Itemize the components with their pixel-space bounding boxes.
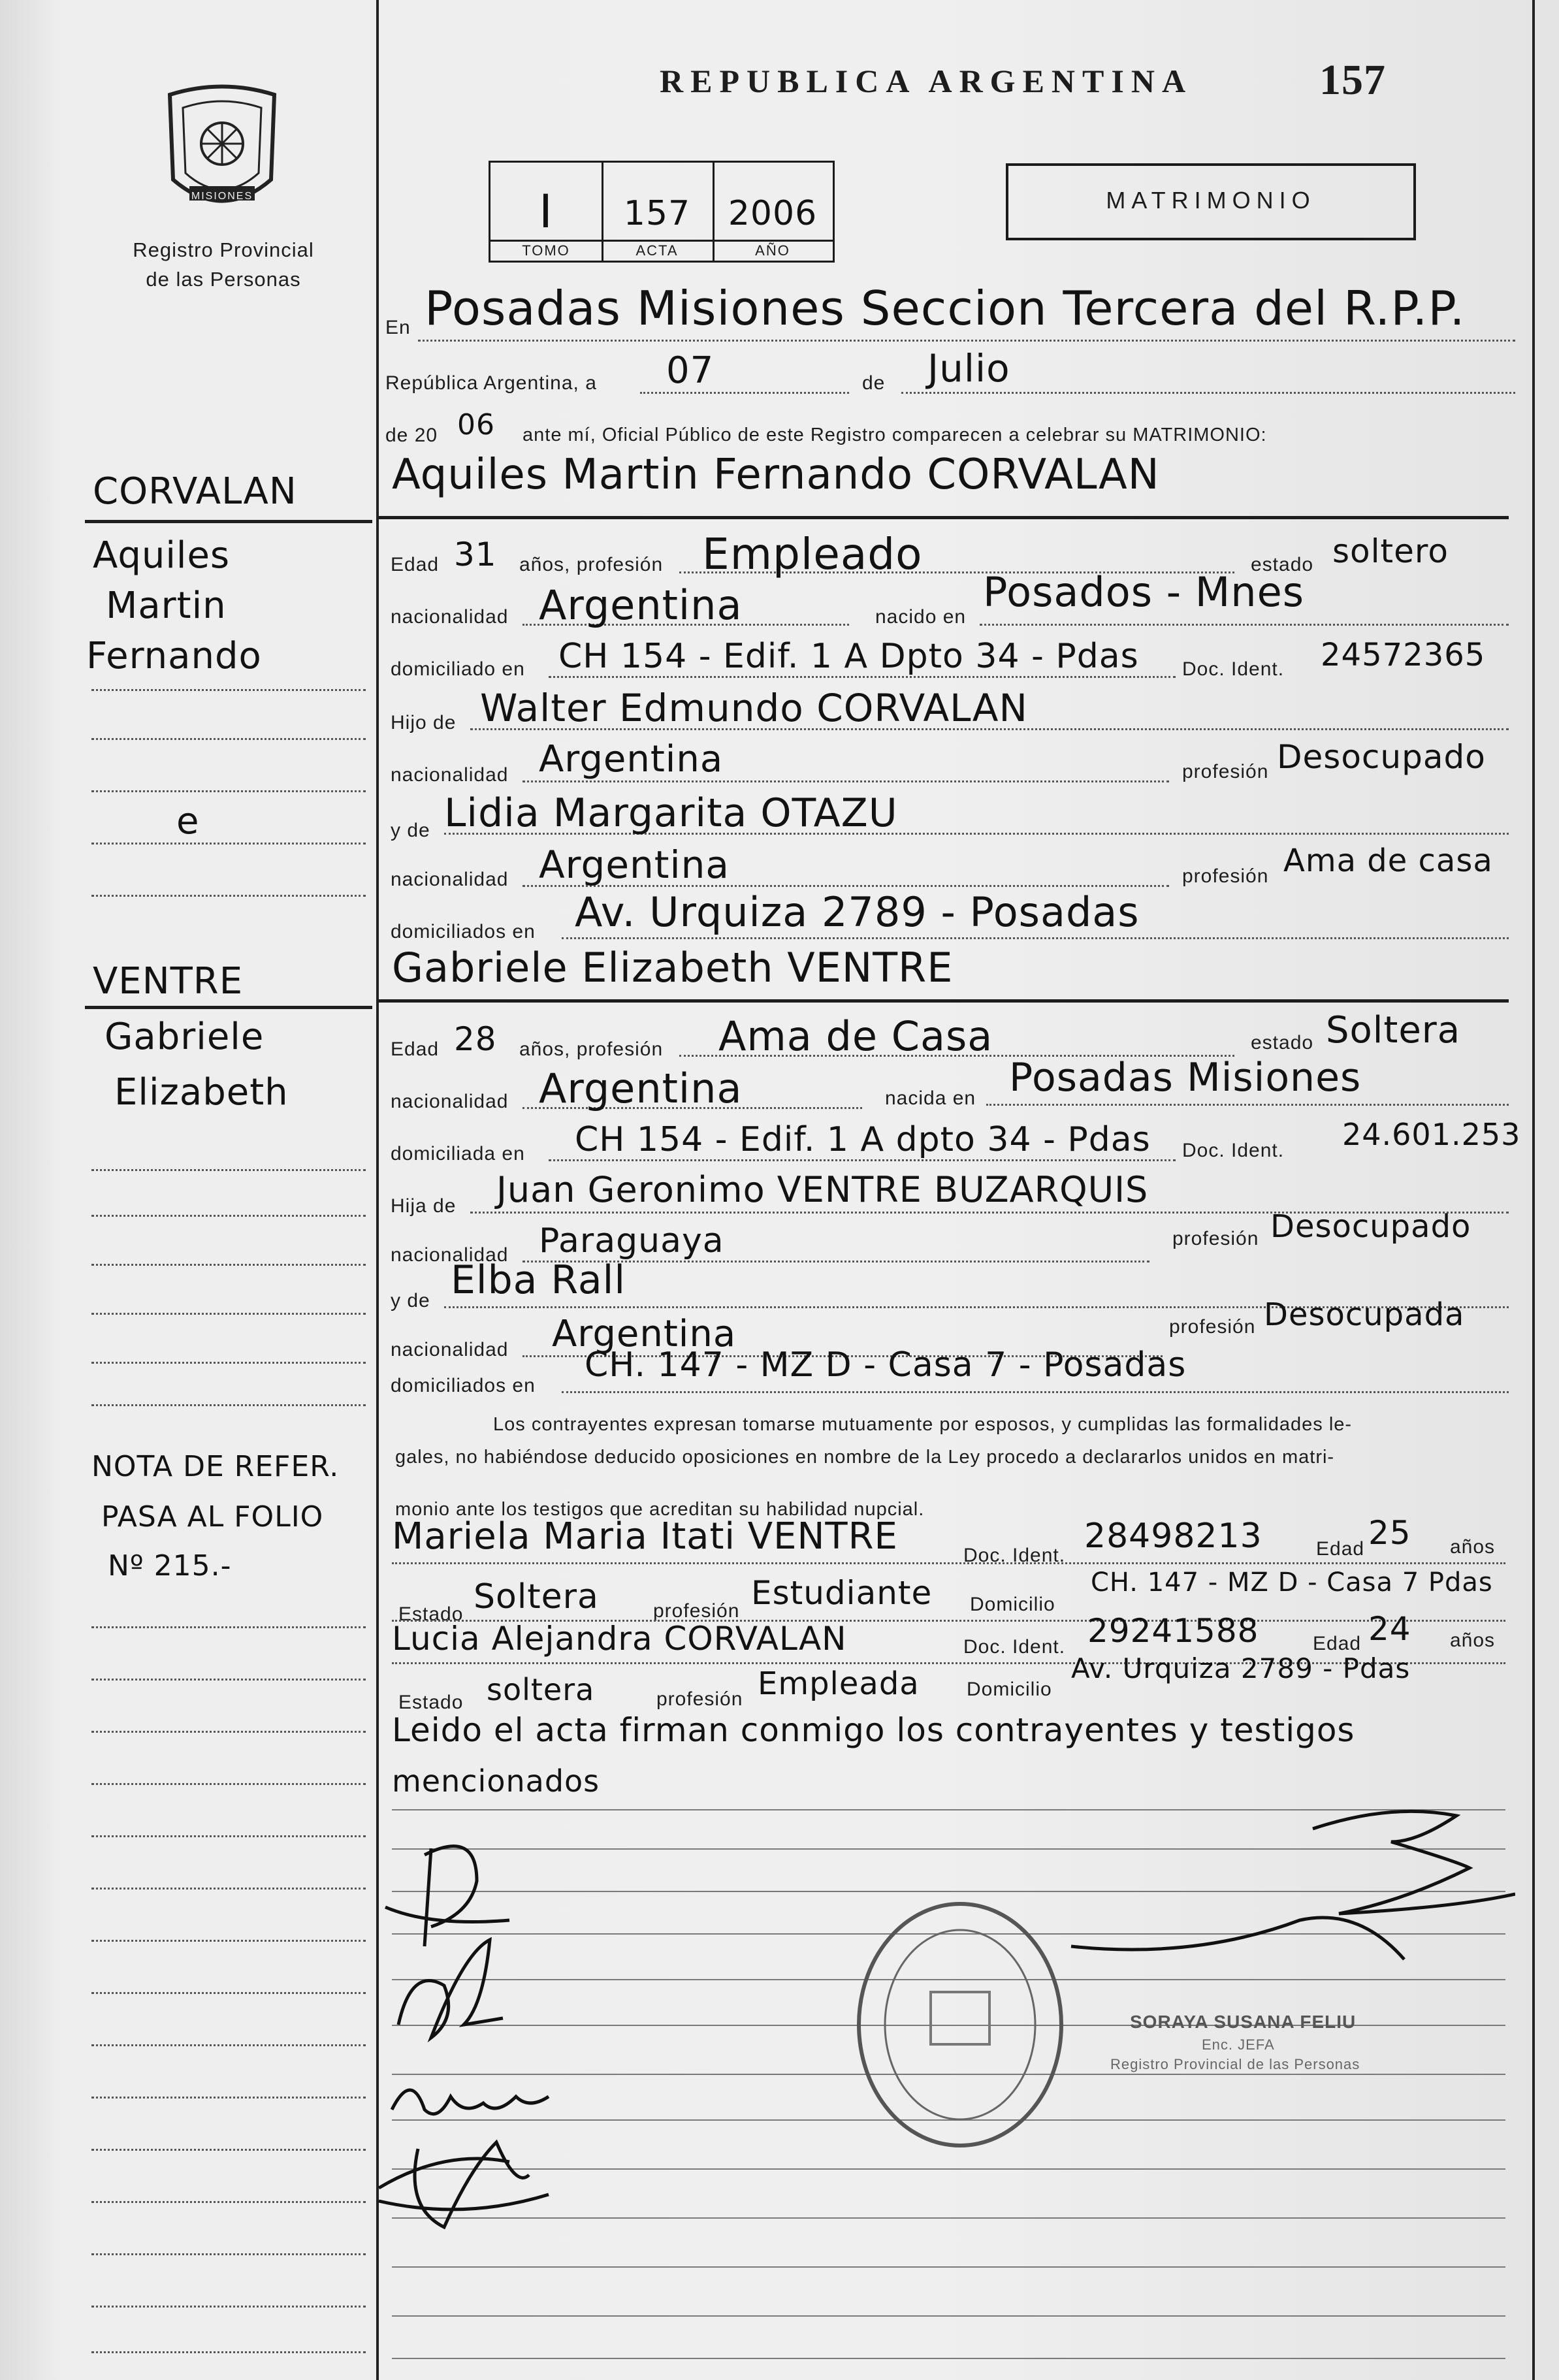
- bride-father-nac: Paraguaya: [539, 1221, 724, 1261]
- anio-label: AÑO: [755, 242, 790, 259]
- registry-name-line2: de las Personas: [146, 268, 301, 291]
- anio-value: 2006: [728, 194, 818, 233]
- official-org: Registro Provincial de las Personas: [1110, 2056, 1360, 2072]
- groom-mother-label: y de: [391, 820, 430, 841]
- groom-domicilio: CH 154 - Edif. 1 A Dpto 34 - Pdas: [558, 637, 1139, 676]
- right-border: [1532, 0, 1535, 2380]
- bride-edad-label: Edad: [391, 1038, 440, 1060]
- en-label: En: [385, 317, 411, 338]
- margin-groom-given-2: Martin: [106, 585, 227, 627]
- groom-father-prof-label: profesión: [1182, 761, 1269, 782]
- witness1-edad: 25: [1368, 1514, 1411, 1552]
- bride-domicilio: CH 154 - Edif. 1 A dpto 34 - Pdas: [575, 1120, 1151, 1159]
- witness2-anos-label: años: [1450, 1630, 1496, 1651]
- bride-father-prof: Desocupado: [1270, 1208, 1471, 1245]
- groom-parents-dom: Av. Urquiza 2789 - Posadas: [575, 888, 1140, 936]
- bride-father-prof-label: profesión: [1172, 1228, 1259, 1249]
- official-seal-icon: [849, 1894, 1071, 2155]
- groom-parents-dom-label: domiciliados en: [391, 921, 536, 942]
- signature-witness2-icon: [366, 2123, 562, 2240]
- groom-estado: soltero: [1332, 532, 1449, 570]
- margin-bride-given-1: Gabriele: [104, 1016, 265, 1058]
- witness1-edad-label: Edad: [1316, 1538, 1365, 1560]
- witness1-estado: Soltera: [474, 1577, 599, 1616]
- bride-father-nac-label: nacionalidad: [391, 1244, 509, 1266]
- groom-mother: Lidia Margarita OTAZU: [444, 790, 898, 836]
- bride-mother: Elba Rall: [451, 1257, 626, 1303]
- formal-line-2: gales, no habiéndose deducido oposiciones en nombre de la Ley procedo a declararlos unidos en matri-: [395, 1447, 1335, 1468]
- signature-bride-icon: [385, 1927, 536, 2057]
- signature-official-icon: [1065, 1790, 1515, 2005]
- bride-nacionalidad: Argentina: [539, 1065, 743, 1112]
- groom-domicilio-label: domiciliado en: [391, 658, 525, 680]
- bride-estado-label: estado: [1251, 1032, 1314, 1053]
- document-type-box: [1006, 163, 1416, 240]
- groom-father: Walter Edmundo CORVALAN: [480, 686, 1028, 730]
- witness1-name: Mariela Maria Itati VENTRE: [392, 1515, 898, 1558]
- witness1-profesion: Estudiante: [751, 1574, 933, 1612]
- groom-father-label: Hijo de: [391, 712, 457, 733]
- witness2-profesion: Empleada: [758, 1665, 920, 1702]
- margin-note-3: Nº 215.-: [108, 1549, 232, 1583]
- acta-label: ACTA: [635, 242, 679, 259]
- witness2-profesion-label: profesión: [656, 1688, 743, 1710]
- country-title: REPUBLICA ARGENTINA: [660, 63, 1193, 99]
- closing-line-1: Leido el acta firman conmigo los contrayentes y testigos: [392, 1711, 1355, 1749]
- margin-note-1: NOTA DE REFER.: [91, 1450, 340, 1483]
- acta-value: 157: [623, 194, 691, 233]
- official-title: Enc. JEFA: [1202, 2036, 1275, 2053]
- groom-mother-prof: Ama de casa: [1283, 843, 1493, 879]
- witness2-domicilio: Av. Urquiza 2789 - Pdas: [1071, 1652, 1411, 1684]
- groom-full-name: Aquiles Martin Fernando CORVALAN: [392, 451, 1160, 499]
- bride-nacida-label: nacida en: [885, 1087, 976, 1109]
- groom-anos-profesion-label: años, profesión: [519, 554, 664, 575]
- groom-father-prof: Desocupado: [1277, 738, 1486, 776]
- official-name: SORAYA SUSANA FELIU: [1130, 2012, 1357, 2032]
- groom-nacionalidad: Argentina: [539, 581, 743, 629]
- witness1-estado-label: Estado: [398, 1603, 464, 1625]
- bride-doc: 24.601.253: [1342, 1117, 1521, 1152]
- groom-profesion: Empleado: [702, 529, 923, 579]
- year-prefix: de 20: [385, 425, 438, 446]
- bride-mother-prof: Desocupada: [1264, 1296, 1465, 1333]
- groom-father-nac: Argentina: [539, 738, 724, 780]
- groom-mother-nac-label: nacionalidad: [391, 869, 509, 890]
- bride-father-label: Hija de: [391, 1195, 457, 1217]
- groom-father-nac-label: nacionalidad: [391, 764, 509, 786]
- de-label: de: [862, 372, 886, 394]
- bride-full-name: Gabriele Elizabeth VENTRE: [392, 944, 954, 991]
- bride-parents-dom: CH. 147 - MZ D - Casa 7 - Posadas: [585, 1345, 1187, 1385]
- margin-divider: [376, 0, 379, 2380]
- bride-mother-nac-label: nacionalidad: [391, 1339, 509, 1360]
- statement: ante mí, Oficial Público de este Registro comparecen a celebrar su MATRIMONIO:: [522, 425, 1267, 445]
- witness1-domicilio-label: Domicilio: [970, 1594, 1055, 1615]
- witness2-domicilio-label: Domicilio: [967, 1679, 1052, 1700]
- registry-name-line1: Registro Provincial: [133, 238, 314, 261]
- margin-conjunction: e: [176, 800, 200, 843]
- bride-mother-nac: Argentina: [552, 1313, 737, 1355]
- formal-line-1: Los contrayentes expresan tomarse mutuamente por esposos, y cumplidas las formalidades le-: [493, 1414, 1353, 1435]
- seal-label: MISIONES: [191, 191, 253, 202]
- witness2-edad: 24: [1368, 1610, 1411, 1648]
- witness1-doc: 28498213: [1084, 1517, 1262, 1556]
- witness2-name: Lucia Alejandra CORVALAN: [392, 1620, 847, 1658]
- bride-father: Juan Geronimo VENTRE BUZARQUIS: [496, 1169, 1149, 1210]
- groom-nacido-label: nacido en: [875, 606, 967, 628]
- bride-doc-label: Doc. Ident.: [1182, 1140, 1285, 1161]
- month: Julio: [927, 346, 1010, 391]
- margin-groom-given-1: Aquiles: [93, 534, 231, 577]
- margin-groom-surname: CORVALAN: [93, 470, 297, 513]
- record-box: [489, 161, 835, 263]
- bride-parents-dom-label: domiciliados en: [391, 1375, 536, 1396]
- closing-line-2: mencionados: [392, 1763, 600, 1799]
- witness2-estado: soltera: [487, 1672, 595, 1707]
- groom-nacido: Posados - Mnes: [983, 568, 1305, 616]
- bride-profesion: Ama de Casa: [718, 1012, 993, 1060]
- margin-bride-given-2: Elizabeth: [114, 1071, 289, 1114]
- witness2-doc-label: Doc. Ident.: [963, 1636, 1066, 1658]
- witness1-profesion-label: profesión: [653, 1600, 740, 1622]
- groom-estado-label: estado: [1251, 554, 1314, 575]
- groom-edad: 31: [454, 536, 497, 573]
- margin-bride-surname: VENTRE: [93, 960, 244, 1003]
- tomo-label: TOMO: [522, 242, 570, 259]
- margin-groom-given-3: Fernando: [86, 635, 262, 677]
- witness1-doc-label: Doc. Ident.: [963, 1545, 1066, 1566]
- bride-mother-prof-label: profesión: [1169, 1316, 1256, 1338]
- groom-doc-label: Doc. Ident.: [1182, 658, 1285, 680]
- page-number: 157: [1319, 56, 1386, 104]
- bride-anos-profesion-label: años, profesión: [519, 1038, 664, 1060]
- bride-edad: 28: [454, 1020, 497, 1058]
- year-suffix: 06: [457, 408, 495, 442]
- bride-estado: Soltera: [1326, 1009, 1461, 1052]
- witness1-domicilio: CH. 147 - MZ D - Casa 7 Pdas: [1091, 1568, 1493, 1598]
- bride-nacionalidad-label: nacionalidad: [391, 1091, 509, 1112]
- witness2-estado-label: Estado: [398, 1692, 464, 1713]
- witness1-anos-label: años: [1450, 1536, 1496, 1558]
- bride-nacida: Posadas Misiones: [1009, 1055, 1362, 1101]
- margin-note-2: PASA AL FOLIO: [101, 1500, 324, 1534]
- groom-mother-prof-label: profesión: [1182, 865, 1269, 887]
- witness2-edad-label: Edad: [1313, 1633, 1362, 1654]
- groom-mother-nac: Argentina: [539, 843, 730, 887]
- witness2-doc: 29241588: [1087, 1612, 1259, 1650]
- document-type: MATRIMONIO: [1106, 187, 1316, 214]
- bride-domicilio-label: domiciliada en: [391, 1143, 525, 1165]
- groom-doc: 24572365: [1321, 637, 1486, 673]
- day: 07: [666, 349, 715, 392]
- formal-line-3: monio ante los testigos que acreditan su habilidad nupcial.: [395, 1499, 925, 1520]
- groom-nacionalidad-label: nacionalidad: [391, 606, 509, 628]
- bride-mother-label: y de: [391, 1290, 430, 1311]
- republica-label: República Argentina, a: [385, 372, 597, 394]
- place: Posadas Misiones Seccion Tercera del R.P.P.: [425, 281, 1466, 336]
- tomo-value: I: [539, 185, 553, 238]
- groom-edad-label: Edad: [391, 554, 440, 575]
